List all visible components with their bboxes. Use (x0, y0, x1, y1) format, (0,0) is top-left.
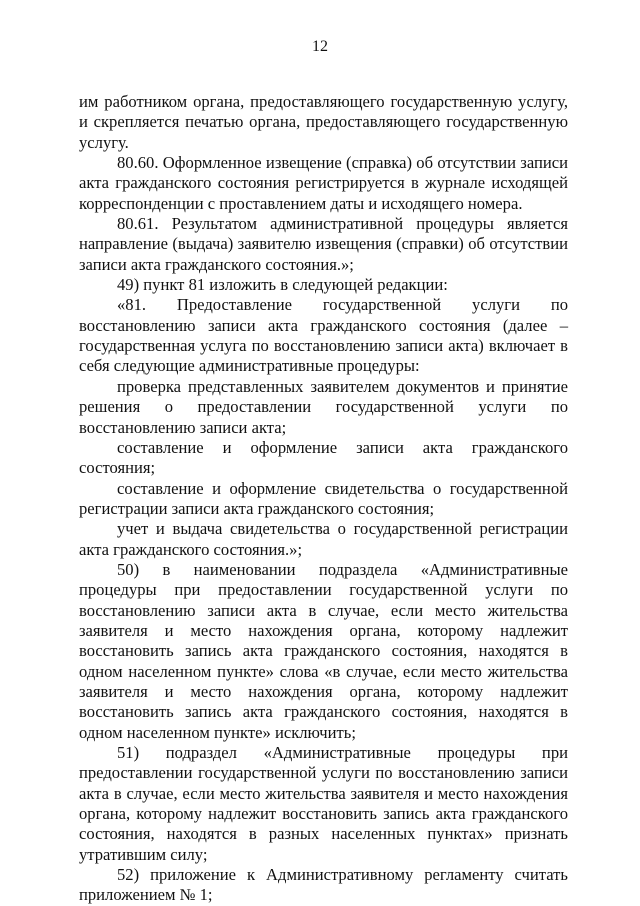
paragraph-item-50: 50) в наименовании подраздела «Административные процедуры при предоставлении государственной услуги по восстановлению записи акта в случае, если место жительства заявителя и место нахождения органа, которому надлежит восстановить запись акта гражданского состояния, находятся в одном населенном пункте» слова «в случае, если место жительства заявителя и место нахождения органа, которому надлежит восстановить запись акта гражданского состояния, находятся в одном населенном пункте» исключить; (79, 559, 568, 742)
document-body (79, 92, 568, 906)
paragraph-item-51: 51) подраздел «Административные процедуры при предоставлении государственной услуги по восстановлению записи акта в случае, если место жительства заявителя и место нахождения органа, которому надлежит восстановить запись акта гражданского состояния, находятся в разных населенных пунктах» признать утратившим силу; (79, 743, 568, 864)
paragraph-continuation: им работником органа, предоставляющего государственную услугу, и скрепляется печатью органа, предоставляющего государственную услугу. (79, 92, 568, 152)
paragraph-procedure-issue: учет и выдача свидетельства о государственной регистрации акта гражданского состояния.»; (79, 519, 568, 559)
paragraph-procedure-check: проверка представленных заявителем документов и принятие решения о предоставлении государственной услуги по восстановлению записи акта; (79, 376, 568, 437)
paragraph-80-61: 80.61. Результатом административной процедуры является направление (выдача) заявителю извещения (справки) об отсутствии записи акта гражданского состояния.»; (79, 214, 568, 274)
paragraph-80-60: 80.60. Оформленное извещение (справка) об отсутствии записи акта гражданского состояния регистрируется в журнале исходящей корреспонденции с проставлением даты и исходящего номера. (79, 153, 568, 213)
paragraph-procedure-certificate: составление и оформление свидетельства о государственной регистрации записи акта гражданского состояния; (79, 478, 568, 518)
page-number: 12 (312, 38, 328, 55)
paragraph-81: «81. Предоставление государственной услуги по восстановлению записи акта гражданского состояния (далее – государственная услуга по восстановлению записи акта) включает в себя следующие административные процедуры: (79, 295, 568, 376)
paragraph-item-52: 52) приложение к Административному регламенту считать приложением № 1; (79, 865, 568, 905)
paragraph-item-49: 49) пункт 81 изложить в следующей редакции: (117, 275, 448, 295)
paragraph-procedure-record: составление и оформление записи акта гражданского состояния; (79, 437, 568, 478)
